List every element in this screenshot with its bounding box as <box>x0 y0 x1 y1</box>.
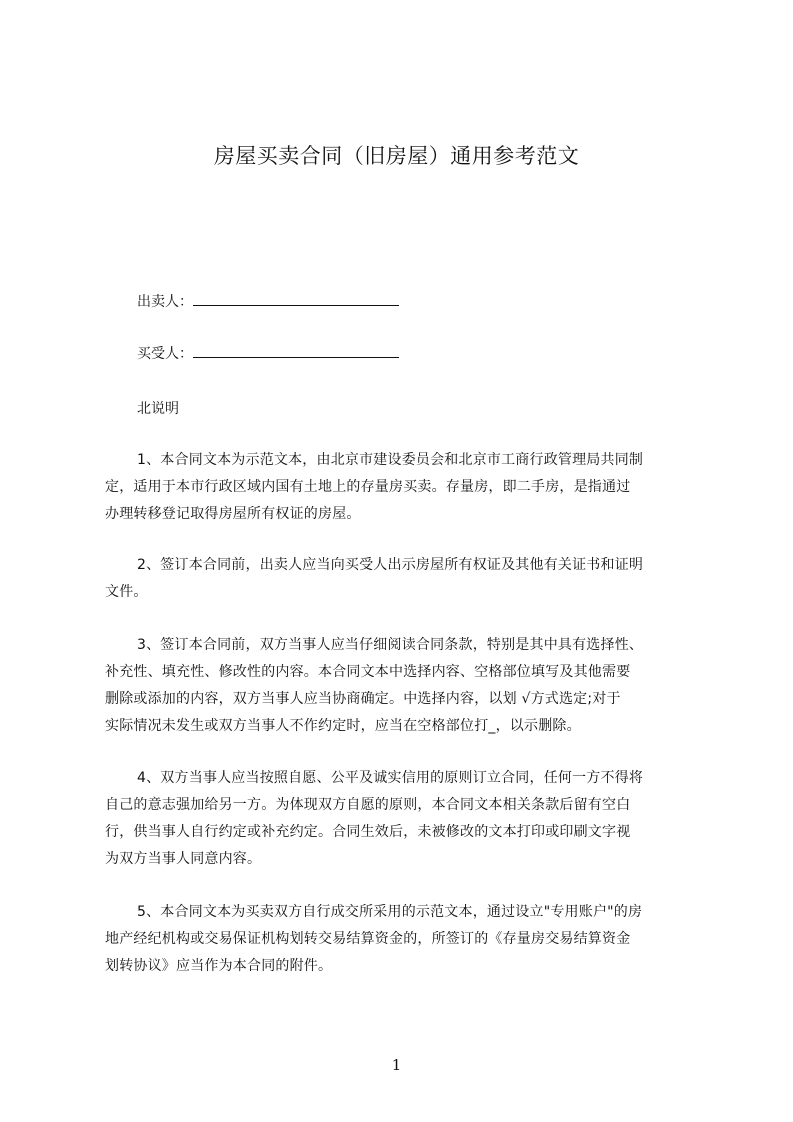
paragraph-line: 行，供当事人自行约定或补充约定。合同生效后，未被修改的文本打印或印刷文字视 <box>105 824 631 840</box>
paragraph-line: 为双方当事人同意内容。 <box>105 851 262 867</box>
buyer-field <box>137 343 399 364</box>
paragraph-line: 定，适用于本市行政区域内国有土地上的存量房买卖。存量房，即二手房，是指通过 <box>105 479 631 495</box>
paragraph-line: 补充性、填充性、修改性的内容。本合同文本中选择内容、空格部位填写及其他需要 <box>105 664 631 680</box>
page-number: 1 <box>391 1056 402 1074</box>
paragraph-2 <box>105 552 705 606</box>
paragraph-line: 2、签订本合同前，出卖人应当向买受人出示房屋所有权证及其他有关证书和证明 <box>137 557 644 573</box>
paragraph-3 <box>105 632 705 740</box>
paragraph-line: 自己的意志强加给另一方。为体现双方自愿的原则，本合同文本相关条款后留有空白 <box>105 797 631 813</box>
seller-label: 出卖人： <box>137 294 193 310</box>
paragraph-line: 1、本合同文本为示范文本，由北京市建设委员会和北京市工商行政管理局共同制 <box>137 452 644 468</box>
paragraph-line: 删除或添加的内容，双方当事人应当协商确定。中选择内容，以划 √方式选定;对于 <box>105 691 621 707</box>
buyer-label: 买受人： <box>137 346 193 362</box>
paragraph-line: 4、双方当事人应当按照自愿、公平及诚实信用的原则订立合同，任何一方不得将 <box>137 770 644 786</box>
paragraph-line: 3、签订本合同前，双方当事人应当仔细阅读合同条款，特别是其中具有选择性、 <box>137 637 644 653</box>
paragraph-line: 实际情况未发生或双方当事人不作约定时，应当在空格部位打_，以示删除。 <box>105 718 581 734</box>
buyer-blank-line <box>193 343 399 358</box>
paragraph-5 <box>105 899 705 980</box>
paragraph-line: 5、本合同文本为买卖双方自行成交所采用的示范文本，通过设立"专用账户"的房 <box>137 904 643 920</box>
seller-blank-line <box>193 291 399 306</box>
notes-heading: 北说明 <box>137 401 179 417</box>
paragraph-4 <box>105 765 705 873</box>
paragraph-line: 地产经纪机构或交易保证机构划转交易结算资金的，所签订的《存量房交易结算资金 <box>105 931 631 947</box>
paragraph-line: 划转协议》应当作为本合同的附件。 <box>105 958 333 974</box>
paragraph-line: 办理转移登记取得房屋所有权证的房屋。 <box>105 506 361 522</box>
paragraph-1 <box>105 447 705 528</box>
document-title: 房屋买卖合同（旧房屋）通用参考范文 <box>213 144 580 168</box>
paragraph-line: 文件。 <box>105 584 148 600</box>
seller-field <box>137 291 399 312</box>
